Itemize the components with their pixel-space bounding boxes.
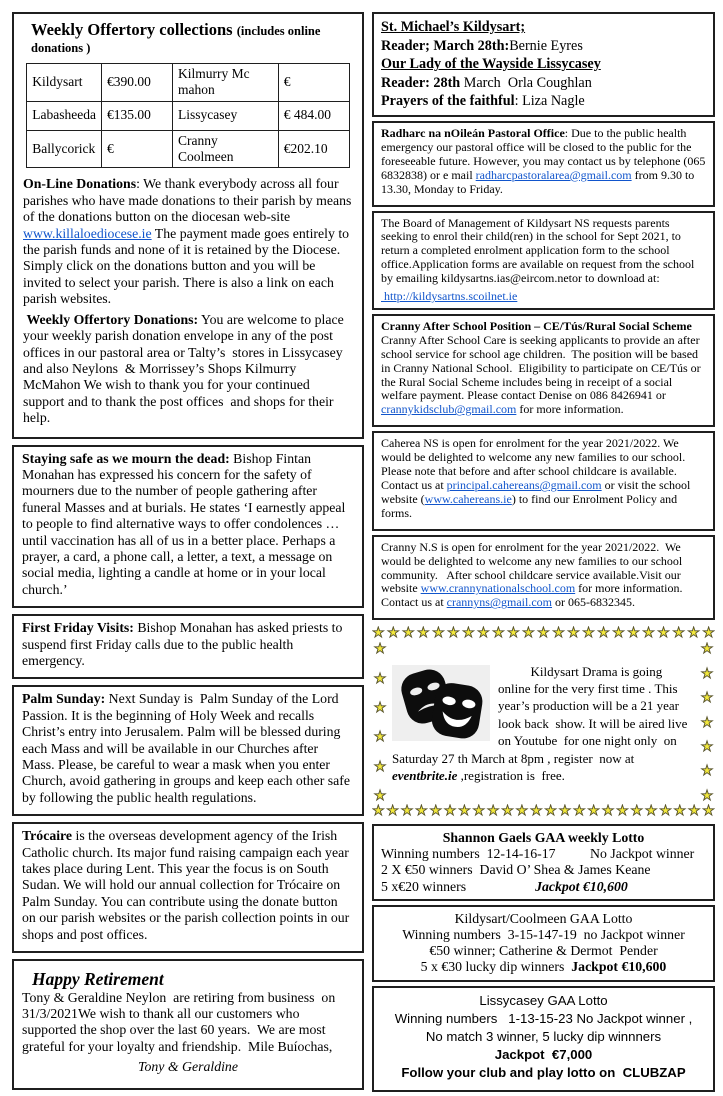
star-icon: ★ [700, 788, 714, 804]
eventbrite-link[interactable]: eventbrite.ie [392, 768, 458, 784]
parish-cell: Kildysart [27, 63, 102, 101]
amount-cell: €390.00 [102, 63, 173, 101]
trocaire-text: is the overseas development agency of the Irish Catholic church. Its major fund raising campaign each year takes place during Lent. This year the focus is on South Sudan. We will hold our annual collection for Trócaire on Palm Sunday. You can contribute using the donate button on our parish websites or the parish collection points in our shops and post offices. [22, 828, 353, 942]
staying-safe-section [12, 445, 364, 609]
star-icon: ★ [612, 626, 625, 642]
star-icon: ★ [573, 803, 586, 819]
star-icon: ★ [601, 803, 615, 819]
star-icon: ★ [501, 803, 514, 819]
kildysart-lotto-line-3 [381, 959, 706, 975]
cranny-ns-website-link[interactable]: www.crannynationalschool.com [420, 581, 576, 596]
pastoral-office-section [372, 121, 715, 207]
online-donations-paragraph [23, 176, 353, 307]
killaloe-diocese-link[interactable]: www.killaloediocese.ie [23, 225, 152, 241]
shannon-lotto-line-3 [381, 879, 706, 895]
star-icon: ★ [386, 803, 399, 819]
star-icon: ★ [402, 626, 415, 642]
star-icon: ★ [432, 626, 445, 642]
reader-label: Reader; March 28th: [381, 37, 510, 54]
star-border-right [699, 642, 715, 804]
cranny-ns-text-1: Cranny N.S is open for enrolment for the year 2021/2022. We would be delighted to welcome any new families to our school community. After school childcare service available.Visit our website [381, 539, 686, 596]
prayers-name: : Liza Nagle [514, 93, 585, 110]
caherea-ns-section [372, 431, 715, 530]
star-icon: ★ [373, 788, 387, 804]
retirement-text: Tony & Geraldine Neylon are retiring from business on 31/3/2021We wish to thank all our customers who supported the shop over the last 60 years. We are most grateful for your loyalty and friendship. Mile Buíochas, [22, 989, 339, 1054]
caherea-principal-email-link[interactable]: principal.cahereans@gmail.com [446, 478, 602, 492]
palm-sunday-label: Palm Sunday: [22, 691, 106, 707]
star-icon: ★ [587, 803, 600, 819]
amount-cell: € [102, 130, 173, 168]
trocaire-label: Trócaire [22, 828, 73, 844]
star-icon: ★ [373, 671, 387, 687]
weekly-offertory-donations-paragraph [23, 312, 353, 427]
kildysart-lotto-line-2: €50 winner; Catherine & Dermot Pender [429, 943, 658, 959]
star-icon: ★ [372, 803, 385, 819]
star-icon: ★ [515, 803, 529, 819]
cranny-position-section [372, 314, 715, 427]
cranny-ns-section [372, 535, 715, 621]
star-icon: ★ [700, 666, 714, 682]
staying-safe-text: Bishop Fintan Monahan has expressed his concern for the safety of mourners due to the number of people gathering after funeral Masses and at burials. He states ‘I earnestly appeal to people to find alternative ways to offer condolences … until vaccination has all of us in a better place. Perhaps a prayer, a card, a phone call, a letter, a text, a message on social media, lighting a candle at home or in your local church.’ [22, 450, 349, 597]
caherea-text-3: ) to find our Enrolment Policy and forms. [381, 491, 681, 520]
star-icon: ★ [642, 626, 655, 642]
star-border-bottom [372, 804, 715, 820]
prayers-label: Prayers of the faithful [381, 93, 515, 110]
online-donations-text-1: : We thank everybody across all four parishes who have made donations to their parish by means of the donations button on the diocesan web-site [23, 176, 355, 225]
star-icon: ★ [462, 626, 475, 642]
shannon-lotto-title: Shannon Gaels GAA weekly Lotto [442, 829, 645, 845]
drama-text-1: Kildysart Drama is going online for the very first time . This year’s production will be a 21 year look back show. It will be aired live on Youtube for one night only on Saturday 27 th March at 8pm , register now at [392, 663, 691, 766]
star-icon: ★ [458, 803, 471, 819]
st-michaels-heading: St. Michael’s Kildysart; [381, 19, 526, 35]
offertory-title-note: (includes online donations ) [31, 24, 321, 56]
reader-name: March Orla Coughlan [460, 74, 592, 91]
caherea-website-link[interactable]: www.cahereans.ie [424, 491, 512, 506]
parish-cell: Labasheeda [27, 101, 102, 130]
star-icon: ★ [672, 626, 685, 642]
first-friday-section [12, 614, 364, 679]
star-icon: ★ [657, 626, 670, 642]
retirement-signature: Tony & Geraldine [138, 1059, 238, 1075]
caherea-text-2: or visit the school website ( [381, 478, 694, 506]
kildysart-lotto-jackpot: Jackpot €10,600 [571, 959, 667, 975]
shannon-lotto-winners: 5 x€20 winners [381, 878, 536, 894]
star-icon: ★ [659, 803, 672, 819]
amount-cell: €135.00 [102, 101, 173, 130]
cranny-position-text-2: for more information. [516, 402, 624, 417]
palm-sunday-text: Next Sunday is Palm Sunday of the Lord Passion. It is the beginning of Holy Week and recalls Christ’s entry into Jerusalem. Palm will be blessed during each Mass and will be available in our Churches after Mass. Please, be careful to wear a mask when you enter Church, avoid gathering in groups and keep each other safe by following the public health regulations. [22, 691, 354, 805]
parish-cell: Cranny Coolmeen [173, 130, 279, 168]
star-icon: ★ [415, 803, 428, 819]
cranny-ns-text-3: or 065-6832345. [552, 595, 636, 610]
amount-cell: € 484.00 [278, 101, 349, 130]
star-icon: ★ [429, 803, 442, 819]
left-column [12, 12, 364, 1096]
parish-cell: Lissycasey [173, 101, 279, 130]
star-icon: ★ [477, 626, 490, 642]
pastoral-office-paragraph [381, 125, 709, 197]
lissycasey-lotto-line-2: No match 3 winner, 5 lucky dip winnners [425, 1028, 662, 1044]
star-icon: ★ [373, 642, 387, 658]
cranny-position-paragraph [381, 334, 706, 417]
star-icon: ★ [486, 803, 500, 819]
amount-cell: €202.10 [278, 130, 349, 168]
star-icon: ★ [373, 730, 387, 746]
lissycasey-lotto-section [372, 986, 715, 1092]
kildysart-lotto-winners: 5 x €30 lucky dip winners [420, 959, 572, 975]
pastoral-office-text-2: from 9.30 to 13.30, Monday to Friday. [381, 167, 698, 196]
right-column [372, 12, 715, 1096]
prayers-line [381, 92, 706, 111]
star-icon: ★ [492, 626, 505, 642]
amount-cell: € [278, 63, 349, 101]
reader-label: Reader: 28th [381, 74, 461, 91]
palm-sunday-paragraph [22, 691, 354, 806]
shannon-lotto-section [372, 824, 715, 901]
star-icon: ★ [552, 626, 565, 642]
drama-text-2: ,registration is free. [457, 768, 565, 784]
star-icon: ★ [630, 803, 644, 819]
star-icon: ★ [702, 626, 715, 642]
star-icon: ★ [373, 759, 387, 775]
kildysart-ns-text: The Board of Management of Kildysart NS requests parents seeking to enrol their child(ren) in the school for Sept 2021, to return a completed enrolment application form to the school office.Application forms are available on request from the school by emailing kildysartns.ias@eircom.netor to download at: [381, 215, 698, 286]
staying-safe-label: Staying safe as we mourn the dead: [22, 450, 230, 466]
pastoral-office-text-1: : Due to the public health emergency our pastoral office will be closed to the public for the foreseeable future. However, you may contact us by telephone (065 6832838) or e mail [381, 125, 709, 182]
star-icon: ★ [507, 626, 520, 642]
star-icon: ★ [702, 803, 715, 819]
lissycasey-lotto-line-1: Winning numbers 1-13-15-23 No Jackpot winner , [394, 1010, 693, 1026]
star-icon: ★ [687, 803, 701, 819]
offertory-title-text: Weekly Offertory collections [31, 20, 233, 39]
star-icon: ★ [700, 715, 714, 731]
star-icon: ★ [700, 642, 714, 658]
kildysart-lotto-title: Kildysart/Coolmeen GAA Lotto [454, 910, 633, 926]
cranny-position-text-1: Cranny After School Care is seeking applicants to provide an after school service for school age children. The position will be based in Cranny National School. Eligibility to participate on CE/Tús or the Rural Social Scheme includes being in receipt of a social welfare payment. Please contact Denise on 086 8426941 or [381, 332, 704, 403]
star-icon: ★ [597, 626, 610, 642]
reader-name: Bernie Eyres [509, 37, 583, 54]
kildysart-ns-section [372, 211, 715, 310]
offertory-table [26, 63, 349, 169]
cranny-ns-paragraph [381, 541, 706, 611]
weekly-offertory-donations-label: Weekly Offertory Donations: [23, 311, 199, 327]
online-donations-label: On-Line Donations [23, 176, 137, 192]
star-border-top [372, 626, 715, 642]
parish-cell: Kilmurry Mc mahon [173, 63, 279, 101]
first-friday-text: Bishop Monahan has asked priests to suspend first Friday calls due to the public health emergency. [22, 620, 346, 668]
readers-section [372, 12, 715, 117]
star-icon: ★ [400, 803, 414, 819]
trocaire-section [12, 822, 364, 953]
star-icon: ★ [700, 691, 714, 707]
shannon-lotto-line-1: Winning numbers 12-14-16-17 No Jackpot winner [381, 846, 695, 862]
star-icon: ★ [700, 740, 714, 755]
star-icon: ★ [443, 803, 457, 819]
table-row [27, 130, 349, 168]
offertory-section [12, 12, 364, 439]
drama-section [372, 626, 715, 820]
reader-line-lissycasey [381, 74, 706, 93]
table-row [27, 63, 349, 101]
cranny-position-title: Cranny After School Position – CE/Tús/Rural Social Scheme [381, 318, 692, 333]
table-row [27, 101, 349, 130]
shannon-lotto-line-2: 2 X €50 winners David O’ Shea & James Keane [381, 862, 651, 878]
kildysart-lotto-section [372, 905, 715, 982]
cranny-kids-club-email-link[interactable]: crannykidsclub@gmail.com [381, 402, 517, 417]
cranny-ns-text-2: for more information. Contact us at [381, 581, 686, 610]
weekly-offertory-donations-text: You are welcome to place your weekly parish donation envelope in any of the post offices in our pastoral area or Talty’s stores in Lissycasey and also Neylons & Morrissey’s Shops Kilmurry McMahon We wish to thank you for your continued support and to thank the post offices and shops for their help. [23, 311, 350, 426]
star-icon: ★ [522, 626, 535, 642]
lissycasey-lotto-clubzap: Follow your club and play lotto on CLUBZAP [401, 1064, 686, 1080]
kildysart-lotto-line-1: Winning numbers 3-15-147-19 no Jackpot winner [402, 926, 685, 942]
drama-content [388, 642, 699, 804]
star-icon: ★ [687, 626, 700, 642]
star-icon: ★ [567, 626, 580, 642]
star-icon: ★ [472, 803, 486, 819]
palm-sunday-section [12, 685, 364, 816]
star-icon: ★ [616, 803, 629, 819]
star-icon: ★ [387, 626, 400, 642]
first-friday-label: First Friday Visits: [22, 620, 134, 636]
star-icon: ★ [537, 626, 550, 642]
star-icon: ★ [417, 626, 430, 642]
star-icon: ★ [529, 803, 543, 819]
star-icon: ★ [673, 803, 687, 819]
star-icon: ★ [700, 764, 714, 780]
pastoral-office-email-link[interactable]: radharcpastoralarea@gmail.com [475, 167, 632, 182]
kildysart-ns-link[interactable]: http://kildysartns.scoilnet.ie [381, 289, 518, 304]
star-icon: ★ [372, 626, 385, 642]
retirement-section [12, 959, 364, 1089]
star-icon: ★ [558, 803, 572, 819]
shannon-lotto-jackpot: Jackpot €10,600 [535, 878, 628, 894]
staying-safe-paragraph [22, 451, 354, 599]
reader-line-kildysart [381, 37, 706, 56]
star-icon: ★ [447, 626, 460, 642]
caherea-ns-paragraph [381, 437, 706, 520]
star-icon: ★ [644, 803, 658, 819]
cranny-ns-email-link[interactable]: crannyns@gmail.com [446, 595, 553, 610]
offertory-title [31, 22, 353, 57]
caherea-text-1: Caherea NS is open for enrolment for the year 2021/2022. We would be delighted to welcome any new families to our school. Please note that before and after school childcare is available. Contact us at [381, 436, 689, 492]
parish-cell: Ballycorick [27, 130, 102, 168]
pastoral-office-label: Radharc na nOileán Pastoral Office [381, 125, 565, 140]
online-donations-text-2: The payment made goes entirely to the parish funds and none of it is retained by the Diocese. Simply click on the donations button and you will be invited to select your parish. There is also a link on each parish websites. [23, 225, 353, 307]
theater-masks-icon [392, 665, 490, 741]
star-border-left [372, 642, 388, 804]
retirement-title: Happy Retirement [32, 969, 164, 990]
trocaire-paragraph [22, 828, 354, 943]
star-icon: ★ [544, 803, 557, 819]
star-icon: ★ [582, 626, 595, 642]
our-lady-heading: Our Lady of the Wayside Lissycasey [381, 56, 601, 73]
star-icon: ★ [373, 700, 387, 716]
first-friday-paragraph [22, 620, 354, 669]
lissycasey-lotto-title: Lissycasey GAA Lotto [479, 992, 608, 1008]
lissycasey-lotto-jackpot: Jackpot €7,000 [494, 1046, 593, 1062]
star-icon: ★ [627, 626, 640, 642]
